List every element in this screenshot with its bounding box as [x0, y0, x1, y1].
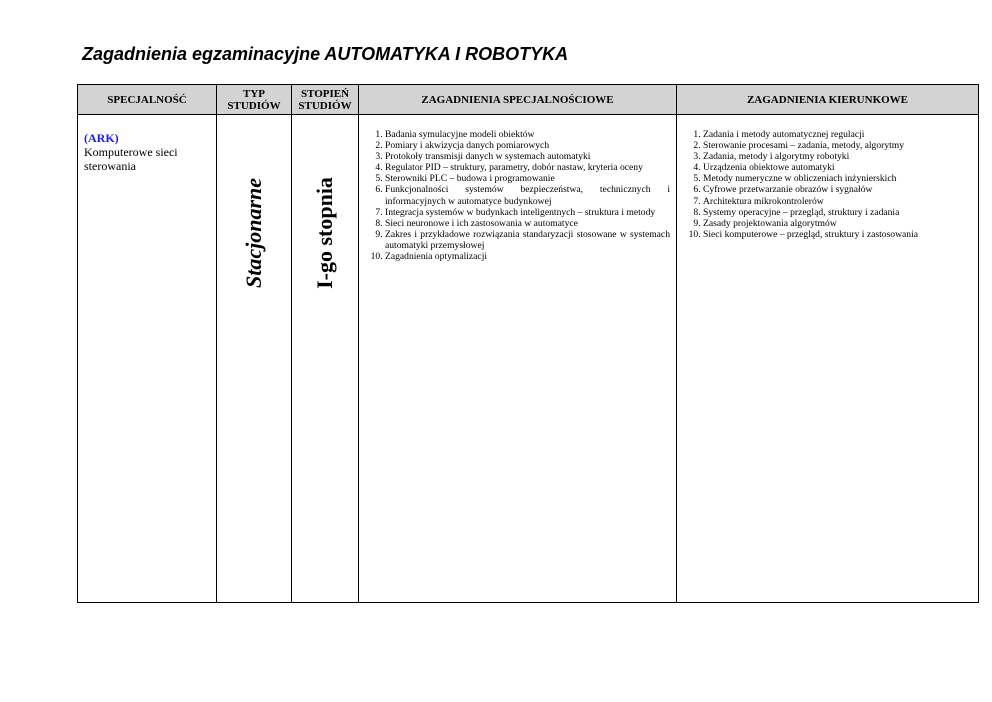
major-topics-list — [683, 129, 972, 240]
list-item: 4. Regulator PID – struktury, parametry, dobór nastaw, kryteria oceny — [385, 162, 670, 173]
specialty-cell — [78, 115, 217, 603]
exam-topics-table — [77, 84, 979, 603]
header-stopien-studiow: STOPIEŃ STUDIÓW — [292, 85, 359, 115]
specialty-code: (ARK) — [84, 131, 119, 145]
list-item: 9. Zasady projektowania algorytmów — [703, 218, 972, 229]
list-item: 10. Zagadnienia optymalizacji — [385, 251, 670, 262]
study-degree-cell — [292, 115, 359, 603]
list-item: 5. Metody numeryczne w obliczeniach inżynierskich — [703, 173, 972, 184]
header-typ-studiow: TYP STUDIÓW — [217, 85, 292, 115]
header-zagadnienia-kierunkowe: ZAGADNIENIA KIERUNKOWE — [677, 85, 979, 115]
list-item: 2. Pomiary i akwizycja danych pomiarowych — [385, 140, 670, 151]
list-item: 3. Protokoły transmisji danych w systemach automatyki — [385, 151, 670, 162]
specialty-topics-list — [365, 129, 670, 262]
list-item: 7. Architektura mikrokontrolerów — [703, 196, 972, 207]
list-item: 1. Zadania i metody automatycznej regulacji — [703, 129, 972, 140]
list-item: 1. Badania symulacyjne modeli obiektów — [385, 129, 670, 140]
specialty-name: Komputerowe sieci sterowania — [84, 145, 178, 173]
study-type-cell — [217, 115, 292, 603]
list-item: 6. Cyfrowe przetwarzanie obrazów i sygnałów — [703, 184, 972, 195]
specialty-topics-cell — [359, 115, 677, 603]
list-item: 8. Systemy operacyjne – przegląd, struktury i zadania — [703, 207, 972, 218]
list-item: 5. Sterowniki PLC – budowa i programowanie — [385, 173, 670, 184]
header-specjalnosc: SPECJALNOŚĆ — [78, 85, 217, 115]
list-item: 4. Urządzenia obiektowe automatyki — [703, 162, 972, 173]
list-item: 8. Sieci neuronowe i ich zastosowania w automatyce — [385, 218, 670, 229]
study-type-label: Stacjonarne — [241, 177, 266, 289]
study-degree-label: I-go stopnia — [312, 177, 337, 289]
header-zagadnienia-specjalnosciowe: ZAGADNIENIA SPECJALNOŚCIOWE — [359, 85, 677, 115]
document-title: Zagadnienia egzaminacyjne AUTOMATYKA I ROBOTYKA — [82, 44, 569, 64]
list-item: 6. Funkcjonalności systemów bezpieczeństwa, technicznych i informacyjnych w automatyce budynkowej — [385, 184, 670, 206]
list-item: 9. Zakres i przykładowe rozwiązania standaryzacji stosowane w systemach automatyki przemysłowej — [385, 229, 670, 251]
list-item: 10. Sieci komputerowe – przegląd, struktury i zastosowania — [703, 229, 972, 240]
table-header-row — [78, 85, 979, 115]
table-row — [78, 115, 979, 603]
list-item: 3. Zadania, metody i algorytmy robotyki — [703, 151, 972, 162]
list-item: 7. Integracja systemów w budynkach inteligentnych – struktura i metody — [385, 207, 670, 218]
list-item: 2. Sterowanie procesami – zadania, metody, algorytmy — [703, 140, 972, 151]
major-topics-cell — [677, 115, 979, 603]
